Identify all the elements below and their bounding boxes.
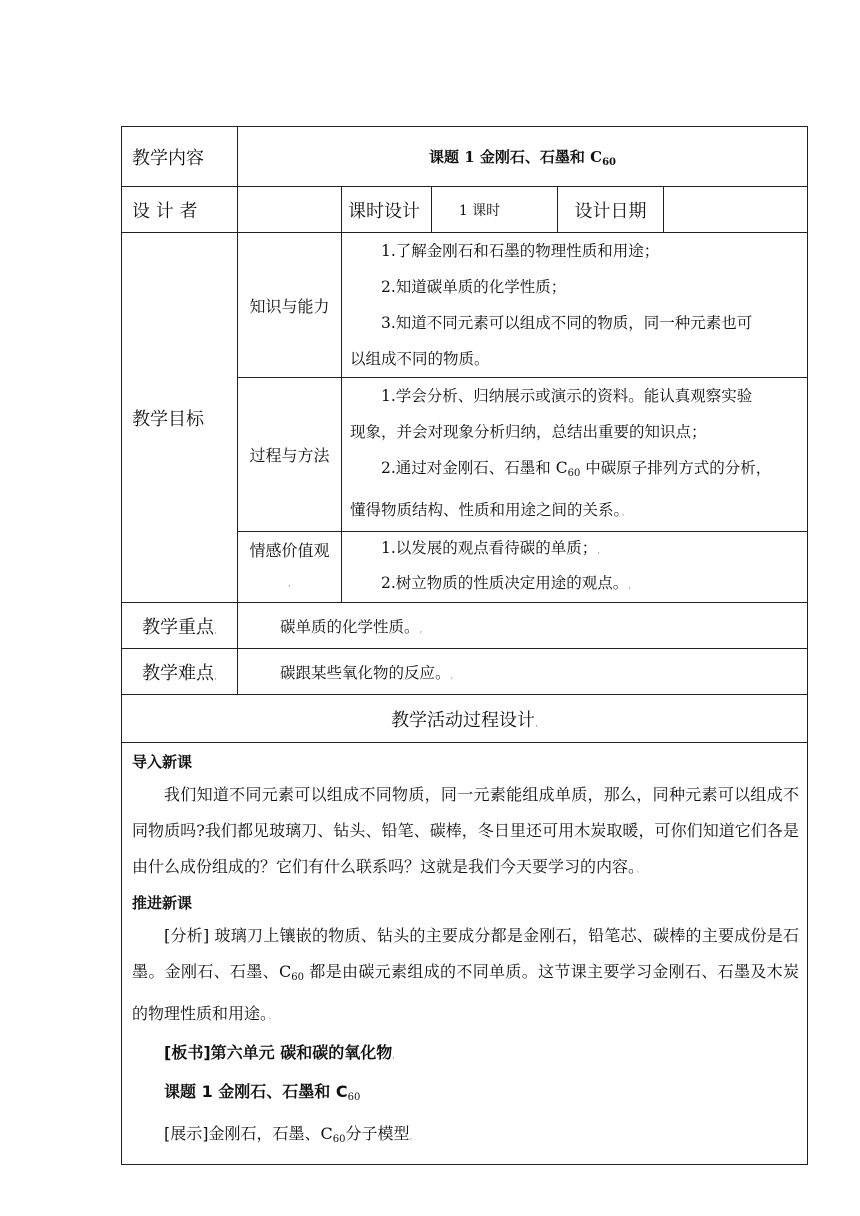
designer-value [238,187,342,233]
focus-text: 碳单质的化学性质。, [238,603,808,649]
focus-label: 教学重点, [122,603,238,649]
emotion-label: 情感价值观 , [238,532,342,603]
difficulty-text: 碳跟某些氧化物的反应。, [238,649,808,695]
advance-heading: 推进新课 [132,894,193,912]
lesson-plan [121,126,807,1165]
intro-heading: 导入新课 [132,753,193,771]
process-items [342,378,808,532]
knowledge-item: 3.知道不同元素可以组成不同的物质，同一种元素也可 [381,314,753,332]
process-item: 2.通过对金刚石、石墨和 $C_{60}$ 中碳原子排列方式的分析， [381,459,772,479]
date-label: 设计日期 [558,187,664,233]
knowledge-item-cont: 以组成不同的物质。 [350,350,490,368]
show-line: [展示]金刚石，石墨、$C_{60}$分子模型, [164,1124,413,1145]
process-item: 1.学会分析、归纳展示或演示的资料。能认真观察实验 [381,387,753,405]
emotion-item: 2.树立物质的性质决定用途的观点。, [381,574,632,592]
knowledge-item: 1.了解金刚石和石墨的物理性质和用途； [381,242,660,260]
analysis-paragraph: [分析] 玻璃刀上镶嵌的物质、钻头的主要成分都是金刚石，铅笔芯、碳棒的主要成份是石墨。金刚石、石墨、$C_{60}$ 都是由碳元素组成的不同单质。这节课主要学习金刚石、石墨及木炭的物理性质和用途。、 [132,926,799,1023]
process-label: 过程与方法 [238,378,342,532]
content-label: 教学内容 [122,127,238,187]
board-line: [板书]第六单元 碳和碳的氧化物, [164,1043,396,1062]
knowledge-label: 知识与能力 [238,233,342,378]
lesson-title: 课题 1 金刚石、石墨和 $C_{60}$ [238,127,808,187]
emotion-items [342,532,808,603]
difficulty-label: 教学难点, [122,649,238,695]
knowledge-items [342,233,808,378]
process-item-cont: 懂得物质结构、性质和用途之间的关系。、 [350,501,631,519]
topic-line: 课题 1 金刚石、石墨和 $C_{60}$ [164,1082,361,1103]
intro-paragraph: 我们知道不同元素可以组成不同物质，同一元素能组成单质，那么，同种元素可以组成不同物质吗?我们都见玻璃刀、钻头、铅笔、碳棒，冬日里还可用木炭取暖，可你们知道它们各是由什么成份组成的？它们有什么联系吗？这就是我们今天要学习的内容。、 [132,785,799,876]
process-item-cont: 现象，并会对现象分析归纳，总结出重要的知识点； [350,423,707,441]
designer-label: 设 计 者 [122,187,238,233]
knowledge-item: 2.知道碳单质的化学性质； [381,278,567,296]
date-value [664,187,808,233]
period-value: 1 课时 [432,187,558,233]
lesson-plan-table [121,126,808,1165]
activity-header: 教学活动过程设计, [122,695,808,743]
objectives-label: 教学目标 [122,233,238,603]
period-label: 课时设计 [342,187,432,233]
emotion-item: 1.以发展的观点看待碳的单质；, [381,539,601,557]
lesson-process [122,743,808,1165]
